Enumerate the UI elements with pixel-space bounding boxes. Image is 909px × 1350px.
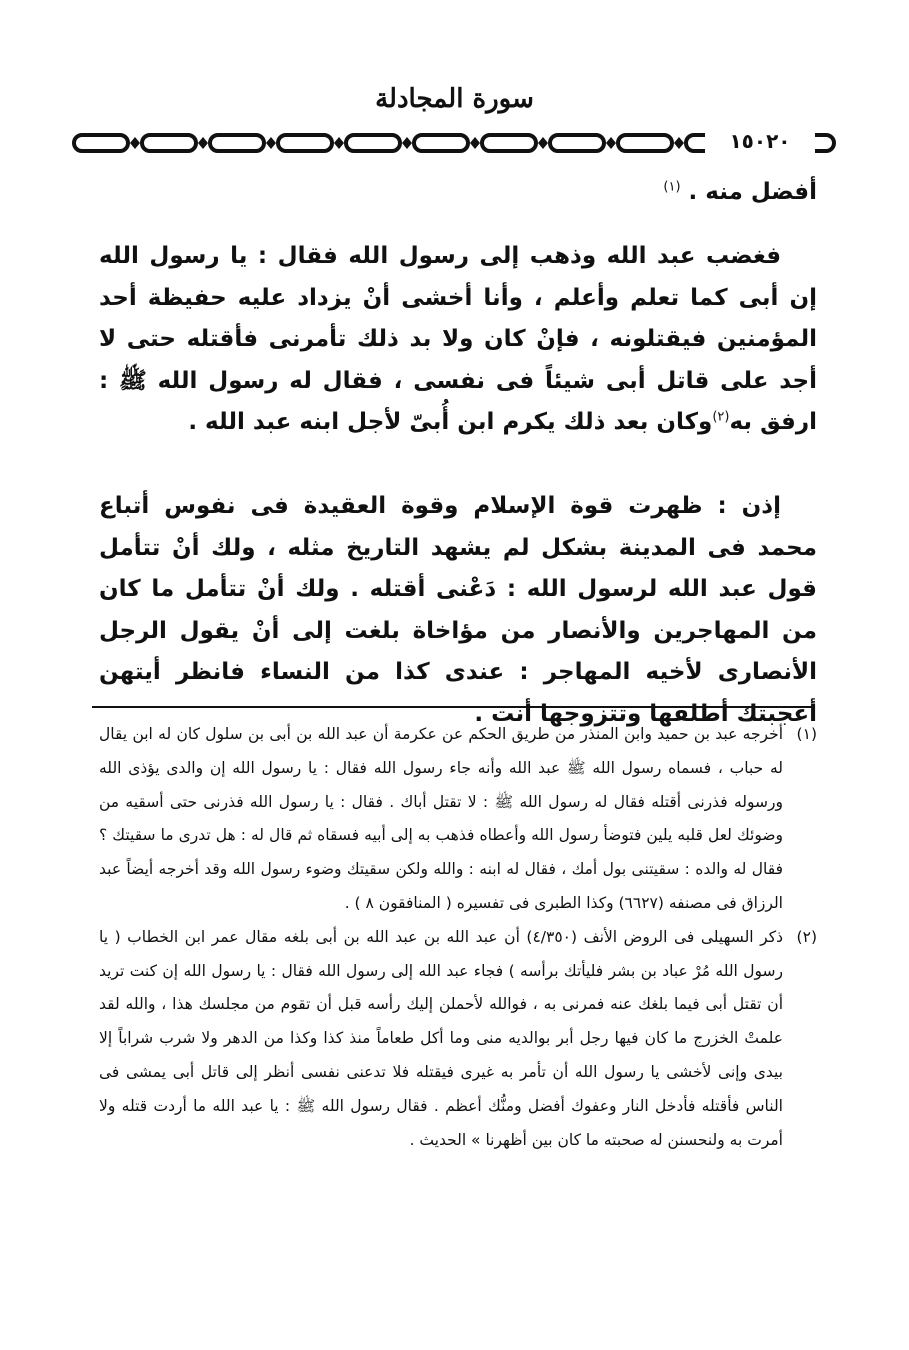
footnote-1-number: (١) [796, 725, 817, 743]
footnote-divider [92, 706, 814, 708]
surah-title: سورة المجادلة [375, 84, 534, 114]
paragraph-1-part-1: فغضب عبد الله وذهب إلى رسول الله فقال : يا رسول الله إن أبى كما تعلم وأعلم ، وأنا أخشى أنْ يزداد عليه حفيظة أحد المؤمنين فيقتلونه ، فإنْ كان ولا بد ذلك تأمرنى فأقتله حتى لا أجد على قاتل أبى شيئاً فى نفسى ، فقال له رسول الله ﷺ : ارفق به [99, 243, 817, 435]
paragraph-1 [99, 236, 817, 444]
footnotes [99, 718, 817, 1157]
footnote-ref-2: (٢) [712, 409, 730, 425]
continuation-text: أفضل منه . [688, 179, 817, 205]
footnote-2 [99, 921, 817, 1158]
footnote-2-text: ذكر السهيلى فى الروض الأنف (٤/٣٥٠) أن عبد الله بن عبد الله بن أبى بلغه مقال عمر ابن الخطاب ( يا رسول الله مُرْ عباد بن بشر فليأتك برأسه ) فجاء عبد الله إلى رسول الله فقال : يا رسول الله إن كنت تريد أن تقتل أبى فيما بلغك عنه فمرنى به ، فوالله لأحملن إليك رأسه قبل أن تقوم من مجلسك هذا ، والله لقد علمتْ الخزرج ما كان فيها رجل أبر بوالديه منى وما أكل طعاماً منذ كذا وكذا من الدهر ولا شرب شراباً إلا بيدى وإنى لأخشى يا رسول الله أن تأمر به غيرى فيقتله فلا تدعنى نفسى أنظر إلى قاتل أبى يمشى فى الناس فأقتله فأدخل النار وعفوك أفضل ومنُّك أعظم . فقال رسول الله ﷺ : يا عبد الله ما أردت قتله ولا أمرت به ولنحسنن له صحبته ما كان بين أظهرنا » الحديث . [99, 927, 783, 1149]
paragraph-2 [99, 486, 817, 735]
footnote-1 [99, 718, 817, 921]
paragraph-2-text: إذن : ظهرت قوة الإسلام وقوة العقيدة فى نفوس أتباع محمد فى المدينة بشكل لم يشهد التاريخ مثله ، ولك أنْ تتأمل قول عبد الله لرسول الله : دَعْنى أقتله . ولك أنْ تتأمل ما كان من المهاجرين والأنصار من مؤاخاة بلغت إلى أنْ يقول الرجل الأنصارى لأخيه المهاجر : عندى كذا من النساء فانظر أيتهن أعجبتك أطلقها وتتزوجها أنت . [99, 493, 817, 727]
page-number: ١٥٠٢٠ [705, 126, 815, 156]
footnote-1-text: أخرجه عبد بن حميد وابن المنذر من طريق الحكم عن عكرمة أن عبد الله بن أبى بن سلول كان له ابن يقال له حباب ، فسماه رسول الله ﷺ عبد الله وأنه جاء رسول الله فقال : يا رسول الله إن والدى يؤذى الله ورسوله فذرنى أقتله فقال له رسول الله ﷺ : لا تقتل أباك . فقال : يا رسول الله فذرنى حتى أسقيه من وضوئك لعل قلبه يلين فتوضأ رسول الله وأعطاه فذهب به إلى أبيه فسقاه ثم قال له : هل تدرى ما سقيتك ؟ فقال له والده : سقيتنى بول أمك ، فقال له ابنه : والله ولكن سقيتك وضوء رسول الله وقد أخرجه أيضاً عبد الرزاق فى مصنفه (٦٦٢٧) وكذا الطبرى فى تفسيره ( المنافقون ٨ ) . [99, 725, 783, 912]
paragraph-1-part-2: وكان بعد ذلك يكرم ابن أُبىّ لأجل ابنه عبد الله . [188, 409, 713, 435]
footnote-2-number: (٢) [796, 927, 817, 946]
continuation-line [99, 172, 817, 214]
footnote-ref-1: (١) [663, 179, 681, 195]
